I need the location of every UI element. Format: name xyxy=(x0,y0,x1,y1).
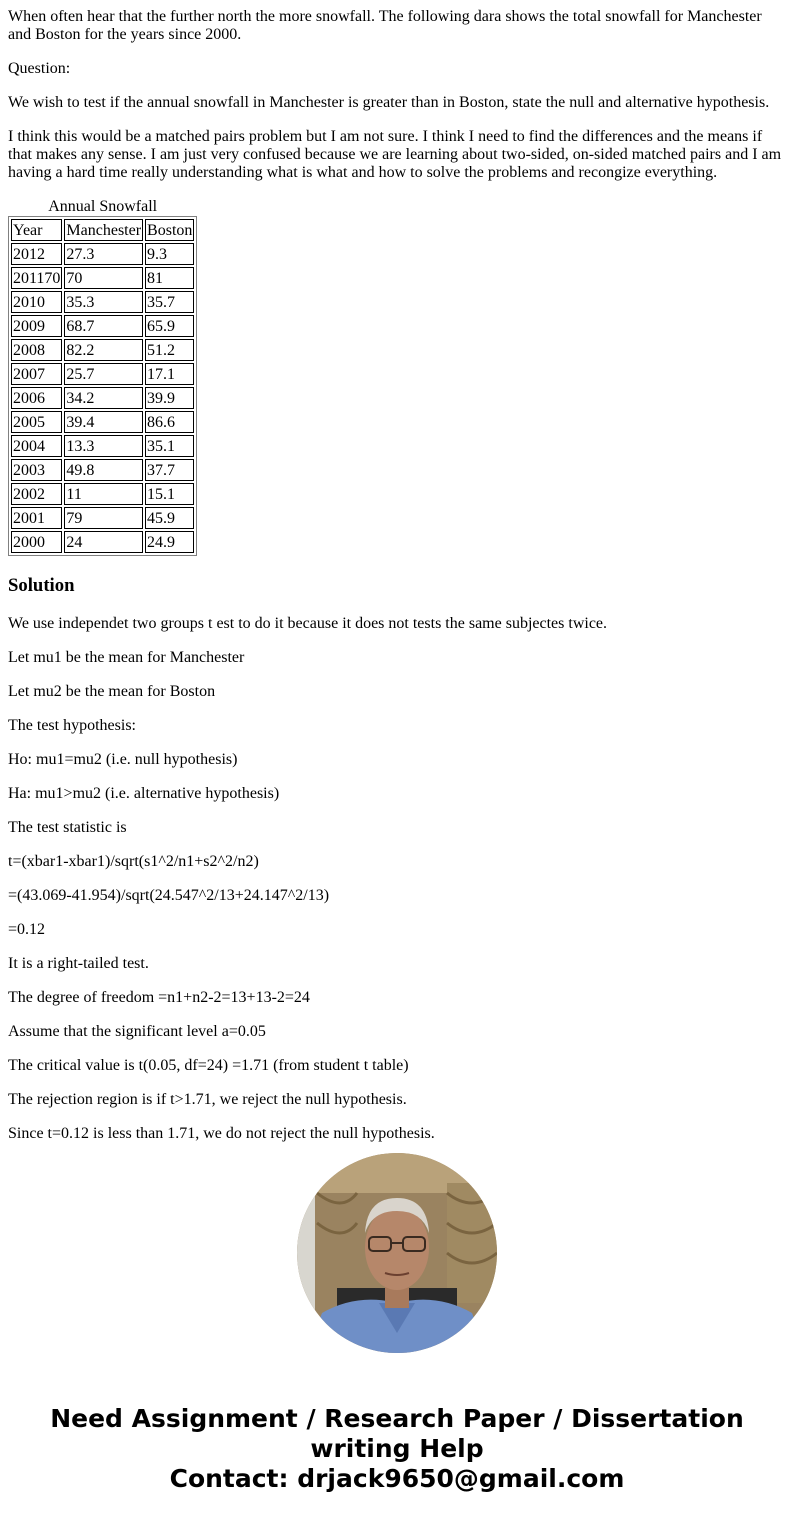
question-task: We wish to test if the annual snowfall in Manchester is greater than in Boston, state the null and alternative hypothesis. xyxy=(8,94,770,111)
cell-manchester: 34.2 xyxy=(64,387,143,409)
question-label: Question: xyxy=(8,60,71,77)
table-caption: Annual Snowfall xyxy=(48,198,158,215)
footer-ad xyxy=(0,1404,794,1494)
solution-line: Ho: mu1=mu2 (i.e. null hypothesis) xyxy=(8,751,238,768)
author-photo xyxy=(297,1153,497,1353)
table-row xyxy=(11,387,194,409)
table-row xyxy=(11,315,194,337)
cell-manchester: 27.3 xyxy=(64,243,143,265)
footer-contact: Contact: drjack9650@gmail.com xyxy=(169,1464,625,1493)
solution-line: The test hypothesis: xyxy=(8,717,136,734)
cell-year: 2007 xyxy=(11,363,62,385)
cell-boston: 37.7 xyxy=(145,459,194,481)
cell-boston: 35.7 xyxy=(145,291,194,313)
question-comment: I think this would be a matched pairs problem but I am not sure. I think I need to find the differences and the means if that makes any sense. I am just very confused because we are learning about two-sided, on-sided matched pairs and I am having a hard time really understanding what is what and how to solve the problems and recongize everything. xyxy=(8,128,782,181)
cell-year: 2009 xyxy=(11,315,62,337)
cell-year: 2004 xyxy=(11,435,62,457)
cell-boston: 81 xyxy=(145,267,194,289)
solution-line: Let mu1 be the mean for Manchester xyxy=(8,649,245,666)
footer-line-2: writing Help xyxy=(310,1434,484,1463)
document-body xyxy=(8,8,786,1159)
solution-line: We use independet two groups t est to do it because it does not tests the same subjectes twice. xyxy=(8,615,608,632)
cell-manchester: 25.7 xyxy=(64,363,143,385)
cell-boston: 86.6 xyxy=(145,411,194,433)
cell-boston: 45.9 xyxy=(145,507,194,529)
cell-manchester: 39.4 xyxy=(64,411,143,433)
table-row xyxy=(11,507,194,529)
table-row xyxy=(11,411,194,433)
cell-year: 2010 xyxy=(11,291,62,313)
cell-year: 2012 xyxy=(11,243,62,265)
cell-year: 2000 xyxy=(11,531,62,553)
cell-boston: 17.1 xyxy=(145,363,194,385)
table-row xyxy=(11,291,194,313)
table-row xyxy=(11,243,194,265)
cell-manchester: 79 xyxy=(64,507,143,529)
cell-year: 201170 xyxy=(11,267,62,289)
cell-boston: 35.1 xyxy=(145,435,194,457)
cell-manchester: 82.2 xyxy=(64,339,143,361)
solution-line: Ha: mu1>mu2 (i.e. alternative hypothesis) xyxy=(8,785,280,802)
solution-line: The test statistic is xyxy=(8,819,127,836)
header-year: Year xyxy=(11,219,62,241)
cell-manchester: 49.8 xyxy=(64,459,143,481)
solution-line: It is a right-tailed test. xyxy=(8,955,149,972)
solution-line: =(43.069-41.954)/sqrt(24.547^2/13+24.147^2/13) xyxy=(8,887,330,904)
cell-boston: 51.2 xyxy=(145,339,194,361)
solution-heading: Solution xyxy=(8,575,75,596)
snowfall-table xyxy=(8,198,197,556)
table-row xyxy=(11,363,194,385)
cell-year: 2002 xyxy=(11,483,62,505)
solution-line: Assume that the significant level a=0.05 xyxy=(8,1023,266,1040)
table-row xyxy=(11,435,194,457)
cell-manchester: 35.3 xyxy=(64,291,143,313)
cell-boston: 9.3 xyxy=(145,243,194,265)
table-row xyxy=(11,339,194,361)
solution-line: Let mu2 be the mean for Boston xyxy=(8,683,216,700)
cell-manchester: 24 xyxy=(64,531,143,553)
table-row xyxy=(11,459,194,481)
cell-manchester: 11 xyxy=(64,483,143,505)
solution-line: t=(xbar1-xbar1)/sqrt(s1^2/n1+s2^2/n2) xyxy=(8,853,259,870)
table-row xyxy=(11,483,194,505)
cell-year: 2005 xyxy=(11,411,62,433)
cell-year: 2001 xyxy=(11,507,62,529)
header-manchester: Manchester xyxy=(64,219,143,241)
cell-boston: 65.9 xyxy=(145,315,194,337)
cell-boston: 15.1 xyxy=(145,483,194,505)
solution-line: The critical value is t(0.05, df=24) =1.71 (from student t table) xyxy=(8,1057,409,1074)
cell-manchester: 68.7 xyxy=(64,315,143,337)
solution-line: The rejection region is if t>1.71, we reject the null hypothesis. xyxy=(8,1091,407,1108)
header-boston: Boston xyxy=(145,219,194,241)
solution-line: Since t=0.12 is less than 1.71, we do not reject the null hypothesis. xyxy=(8,1125,435,1142)
table-row xyxy=(11,531,194,553)
table-header-row xyxy=(11,219,194,241)
cell-boston: 39.9 xyxy=(145,387,194,409)
cell-boston: 24.9 xyxy=(145,531,194,553)
cell-year: 2008 xyxy=(11,339,62,361)
cell-year: 2003 xyxy=(11,459,62,481)
solution-body xyxy=(8,615,786,1143)
cell-manchester: 13.3 xyxy=(64,435,143,457)
footer-line-1: Need Assignment / Research Paper / Dissertation xyxy=(50,1404,744,1433)
table-row xyxy=(11,267,194,289)
question-intro: When often hear that the further north the more snowfall. The following dara shows the total snowfall for Manchester and Boston for the years since 2000. xyxy=(8,8,762,43)
solution-line: The degree of freedom =n1+n2-2=13+13-2=24 xyxy=(8,989,310,1006)
cell-manchester: 70 xyxy=(64,267,143,289)
cell-year: 2006 xyxy=(11,387,62,409)
solution-line: =0.12 xyxy=(8,921,46,938)
